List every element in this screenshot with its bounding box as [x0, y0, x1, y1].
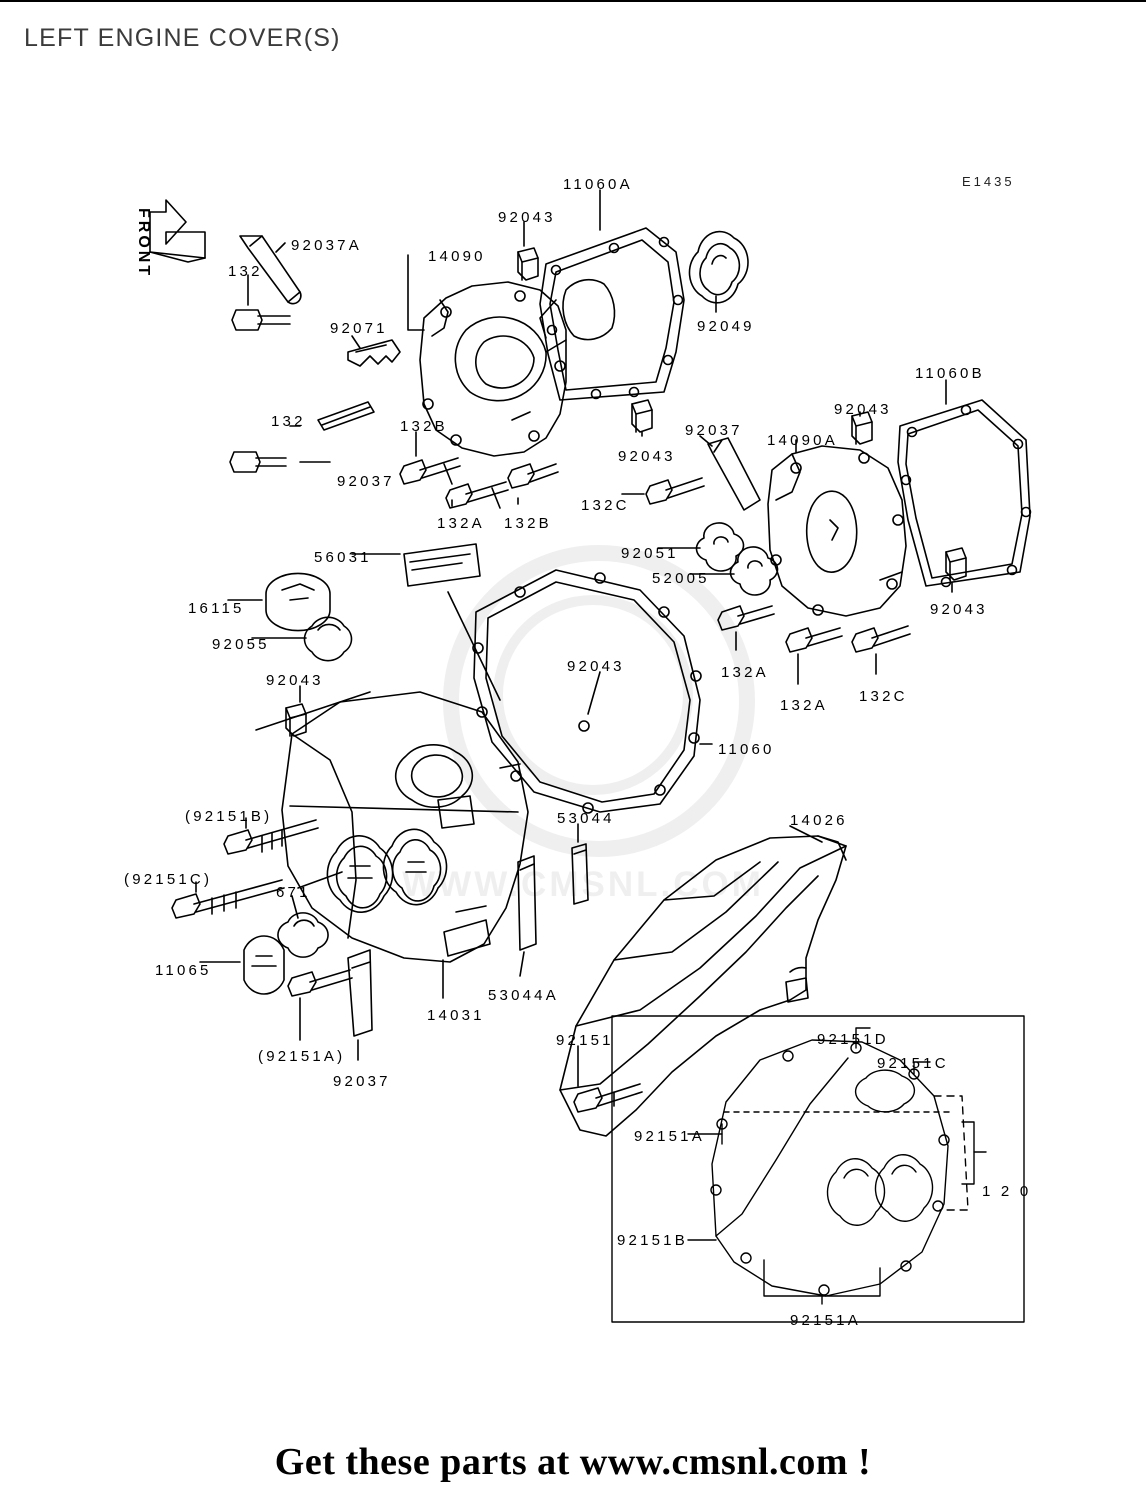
page-title: LEFT ENGINE COVER(S)	[24, 24, 341, 52]
part-132C-bolt-1	[646, 478, 704, 504]
leader-92071	[352, 336, 360, 348]
part-52005-washer	[730, 547, 777, 595]
inset-panel	[612, 1016, 1024, 1322]
leader-cover-inner	[448, 592, 500, 700]
footer-cta: Get these parts at www.cmsnl.com !	[274, 1441, 872, 1483]
part-callout-11060A[interactable]: 11060A	[563, 176, 633, 193]
part-92043-collar-right-bottom	[946, 548, 966, 580]
part-callout-53044[interactable]: 53044	[557, 810, 615, 827]
part-callout-92043-5[interactable]: 92043	[266, 672, 324, 689]
part-callout-14026[interactable]: 14026	[790, 812, 848, 829]
part-callout-92151C-inset[interactable]: 92151C	[877, 1055, 949, 1072]
leader-92043-gasket	[588, 672, 600, 714]
part-14026-cover	[560, 836, 846, 1136]
part-132C-bolt-2	[852, 626, 910, 652]
leader-92043-left-2	[256, 692, 370, 730]
part-callout-132C-1[interactable]: 132C	[581, 497, 630, 514]
part-callout-92043-1[interactable]: 92043	[498, 209, 556, 226]
part-53044A-damper	[518, 856, 536, 950]
part-callout-132-1[interactable]: 132	[228, 263, 263, 280]
part-671-oring	[278, 913, 328, 957]
part-11065-cap	[244, 936, 284, 994]
part-callout-92043-3[interactable]: 92043	[834, 401, 892, 418]
part-16115-cap	[266, 573, 330, 630]
part-callout-11065[interactable]: 11065	[155, 962, 212, 979]
part-callout-92151A[interactable]: (92151A)	[258, 1048, 346, 1065]
part-92151B-bolt	[224, 820, 318, 854]
part-callout-671[interactable]: 671	[276, 884, 311, 901]
part-callout-14031[interactable]: 14031	[427, 1007, 485, 1024]
leader-53044A	[520, 952, 524, 976]
part-callout-132A-1[interactable]: 132A	[437, 515, 485, 532]
part-callout-92151A-inset-bottom[interactable]: 92151A	[790, 1312, 861, 1329]
part-132A-bolt-2	[718, 606, 774, 630]
part-callout-132B-1[interactable]: 132B	[400, 418, 448, 435]
part-92037-bolt-left	[230, 452, 286, 472]
part-14090A-cover	[768, 446, 906, 616]
part-56031-label	[404, 544, 480, 586]
part-callout-132B-2[interactable]: 132B	[504, 515, 552, 532]
part-132-bolt-upper	[232, 310, 290, 330]
part-callout-132A-3[interactable]: 132A	[780, 697, 828, 714]
part-callout-92043-6[interactable]: 92043	[567, 658, 625, 675]
part-callout-92151D-inset[interactable]: 92151D	[817, 1031, 889, 1048]
watermark-text: WWW.CMSNL.COM	[402, 865, 764, 904]
part-92037-dowel-right	[708, 438, 760, 510]
part-92071-plug	[348, 340, 400, 366]
part-92151-bolt-bottom	[574, 1084, 642, 1112]
part-callout-92037-1[interactable]: 92037	[337, 473, 395, 490]
part-callout-132C-2[interactable]: 132C	[859, 688, 908, 705]
part-92043-collar-top	[518, 248, 538, 280]
part-92051-washer	[696, 523, 743, 571]
part-callout-11060B[interactable]: 11060B	[915, 365, 985, 382]
part-92055-oring	[304, 617, 351, 660]
orientation-badge-label: FRONT	[135, 208, 152, 279]
part-132-dowel-mid	[318, 402, 374, 430]
part-11060-gasket	[473, 570, 701, 813]
part-callout-92043-4[interactable]: 92043	[930, 601, 988, 618]
part-callout-92055[interactable]: 92055	[212, 636, 270, 653]
part-92043-collar-mid	[632, 400, 652, 432]
part-callout-52005[interactable]: 52005	[652, 570, 710, 587]
part-callout-92051[interactable]: 92051	[621, 545, 679, 562]
part-callout-92037A[interactable]: 92037A	[291, 237, 362, 254]
part-132A-bolt-3	[786, 628, 842, 652]
part-132B-bolt-2	[508, 464, 558, 488]
leader-92037A	[276, 243, 285, 252]
part-11060A-gasket	[540, 228, 684, 400]
part-53044-damper	[572, 844, 588, 904]
part-callout-53044A[interactable]: 53044A	[488, 987, 559, 1004]
orientation-badge	[135, 198, 210, 279]
part-callout-14090[interactable]: 14090	[428, 248, 486, 265]
part-callout-92151[interactable]: 92151	[556, 1032, 614, 1049]
part-callout-92049[interactable]: 92049	[697, 318, 755, 335]
part-callout-16115[interactable]: 16115	[188, 600, 245, 617]
diagram-code: E1435	[962, 174, 1015, 189]
part-132B-bolt-1	[400, 458, 460, 484]
part-callout-56031[interactable]: 56031	[314, 549, 372, 566]
part-callout-132A-2[interactable]: 132A	[721, 664, 769, 681]
part-callout-11060[interactable]: 11060	[718, 741, 775, 758]
part-callout-132-2[interactable]: 132	[271, 413, 306, 430]
part-callout-92071[interactable]: 92071	[330, 320, 388, 337]
part-92151A-bolt	[288, 970, 352, 996]
part-callout-92151C[interactable]: (92151C)	[124, 871, 213, 888]
part-callout-92037-2[interactable]: 92037	[685, 422, 743, 439]
leader-14090	[408, 255, 424, 330]
part-callout-14090A[interactable]: 14090A	[767, 432, 838, 449]
part-callout-92151B-inset[interactable]: 92151B	[617, 1232, 688, 1249]
part-callout-92043-2[interactable]: 92043	[618, 448, 676, 465]
part-132A-bolt-1	[446, 482, 508, 508]
part-92049-oil-seal	[689, 232, 748, 303]
part-callout-120-inset[interactable]: 1 2 0	[982, 1183, 1032, 1200]
part-callout-92151B[interactable]: (92151B)	[185, 808, 273, 825]
part-callout-92151A-inset-left[interactable]: 92151A	[634, 1128, 705, 1145]
part-callout-92037-3[interactable]: 92037	[333, 1073, 391, 1090]
part-92037-dowel-bottom	[348, 950, 372, 1036]
